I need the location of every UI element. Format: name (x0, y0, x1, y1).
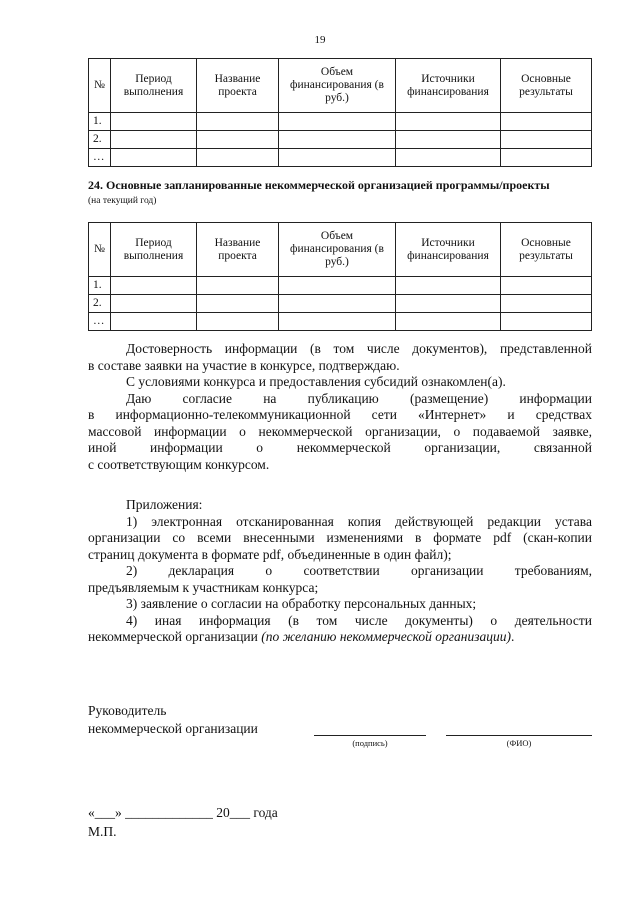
table-cell (501, 113, 592, 131)
declaration-line: Достоверность информации (в том числе документов), представленной (126, 341, 592, 356)
table-cell (501, 313, 592, 331)
attachment-line: 3) заявление о согласии на обработку персональных данных; (126, 596, 477, 611)
table-cell (279, 113, 396, 131)
header-project-name: Название проекта (197, 223, 279, 277)
attachment-line: 1) электронная отсканированная копия действующей редакции устава (126, 513, 592, 529)
header-main-results: Основные результаты (501, 59, 592, 113)
signature-label-line: некоммерческой организации (88, 721, 258, 736)
row-number: 2. (89, 131, 111, 149)
declaration-line: иной информации о некоммерческой организации, связанной (88, 440, 592, 455)
table-cell (197, 113, 279, 131)
table-cell (501, 277, 592, 295)
header-main-results: Основные результаты (501, 223, 592, 277)
signature-label (88, 702, 258, 738)
attachment-line: 2) декларация о соответствии организации требованиям, (126, 563, 592, 578)
table-cell (396, 131, 501, 149)
table-cell (111, 277, 197, 295)
table-cell (197, 295, 279, 313)
row-number: 1. (89, 277, 111, 295)
attachments-list (88, 497, 592, 646)
header-funding-sources: Источники финансирования (396, 59, 501, 113)
table-row (89, 131, 592, 149)
table-cell (501, 295, 592, 313)
table-cell (111, 313, 197, 331)
declaration-line: Даю согласие на публикацию (размещение) информации (126, 390, 592, 406)
table-cell (396, 149, 501, 167)
header-funding-amount: Объем финансирования (в руб.) (279, 59, 396, 113)
header-number: № (89, 223, 111, 277)
table-cell (279, 149, 396, 167)
section-24-heading: 24. Основные запланированные некоммерческой организацией программы/проекты (88, 178, 550, 192)
row-number: 2. (89, 295, 111, 313)
table-cell (396, 295, 501, 313)
attachment-italic-note: (по желанию некоммерческой организации) (261, 629, 511, 644)
page-number: 19 (314, 34, 326, 46)
table-cell (396, 113, 501, 131)
projects-table-current-year (88, 222, 592, 331)
table-row (89, 277, 592, 295)
declaration-line: в составе заявки на участие в конкурсе, подтверждаю. (88, 357, 400, 373)
signature-caption: (подпись) (352, 738, 388, 748)
header-funding-sources: Источники финансирования (396, 223, 501, 277)
table-cell (279, 277, 396, 295)
table-cell (501, 149, 592, 167)
table-cell (279, 131, 396, 149)
header-period: Период выполнения (111, 223, 197, 277)
date-line[interactable]: «___» _____________ 20___ года (88, 805, 278, 820)
attachment-line: 4) иная информация (в том числе документы) о деятельности (126, 612, 592, 628)
row-number: … (89, 149, 111, 167)
declaration-text (88, 341, 592, 473)
table-header-row (89, 223, 592, 277)
attachment-line: страниц документа в формате pdf, объединенные в один файл); (88, 546, 452, 562)
table-cell (197, 313, 279, 331)
table-cell (197, 149, 279, 167)
table-row (89, 313, 592, 331)
attachment-text: некоммерческой организации (88, 629, 262, 644)
table-cell (396, 277, 501, 295)
projects-table-previous (88, 58, 592, 167)
attachment-line (88, 629, 592, 646)
table-cell (111, 131, 197, 149)
table-cell (111, 149, 197, 167)
declaration-line: с соответствующим конкурсом. (88, 456, 270, 472)
table-header-row (89, 59, 592, 113)
declaration-line: в информационно-телекоммуникационной сети «Интернет» и средствах (88, 407, 592, 422)
attachment-line: предъявляемым к участникам конкурса; (88, 579, 319, 595)
full-name-caption: (ФИО) (506, 738, 532, 748)
table-cell (197, 277, 279, 295)
attachment-text: . (510, 629, 515, 644)
table-cell (396, 313, 501, 331)
header-period: Период выполнения (111, 59, 197, 113)
declaration-line: С условиями конкурса и предоставления субсидий ознакомлен(а). (126, 374, 506, 389)
full-name-line[interactable] (446, 735, 592, 736)
row-number: … (89, 313, 111, 331)
table-cell (501, 131, 592, 149)
attachments-title: Приложения: (126, 497, 203, 512)
stamp-label: М.П. (88, 824, 117, 839)
table-row (89, 295, 592, 313)
header-number: № (89, 59, 111, 113)
row-number: 1. (89, 113, 111, 131)
declaration-line: массовой информации о некоммерческой организации, о подаваемой заявке, (88, 423, 592, 439)
table-row (89, 149, 592, 167)
table-cell (111, 295, 197, 313)
attachment-line: организации со всеми внесенными изменениями в формате pdf (скан-копии (88, 530, 592, 545)
table-cell (279, 313, 396, 331)
section-24-subheading: (на текущий год) (88, 196, 157, 206)
table-cell (111, 113, 197, 131)
table-cell (279, 295, 396, 313)
signature-line[interactable] (314, 735, 426, 736)
signature-label-line: Руководитель (88, 703, 167, 718)
table-row (89, 113, 592, 131)
header-funding-amount: Объем финансирования (в руб.) (279, 223, 396, 277)
header-project-name: Название проекта (197, 59, 279, 113)
table-cell (197, 131, 279, 149)
